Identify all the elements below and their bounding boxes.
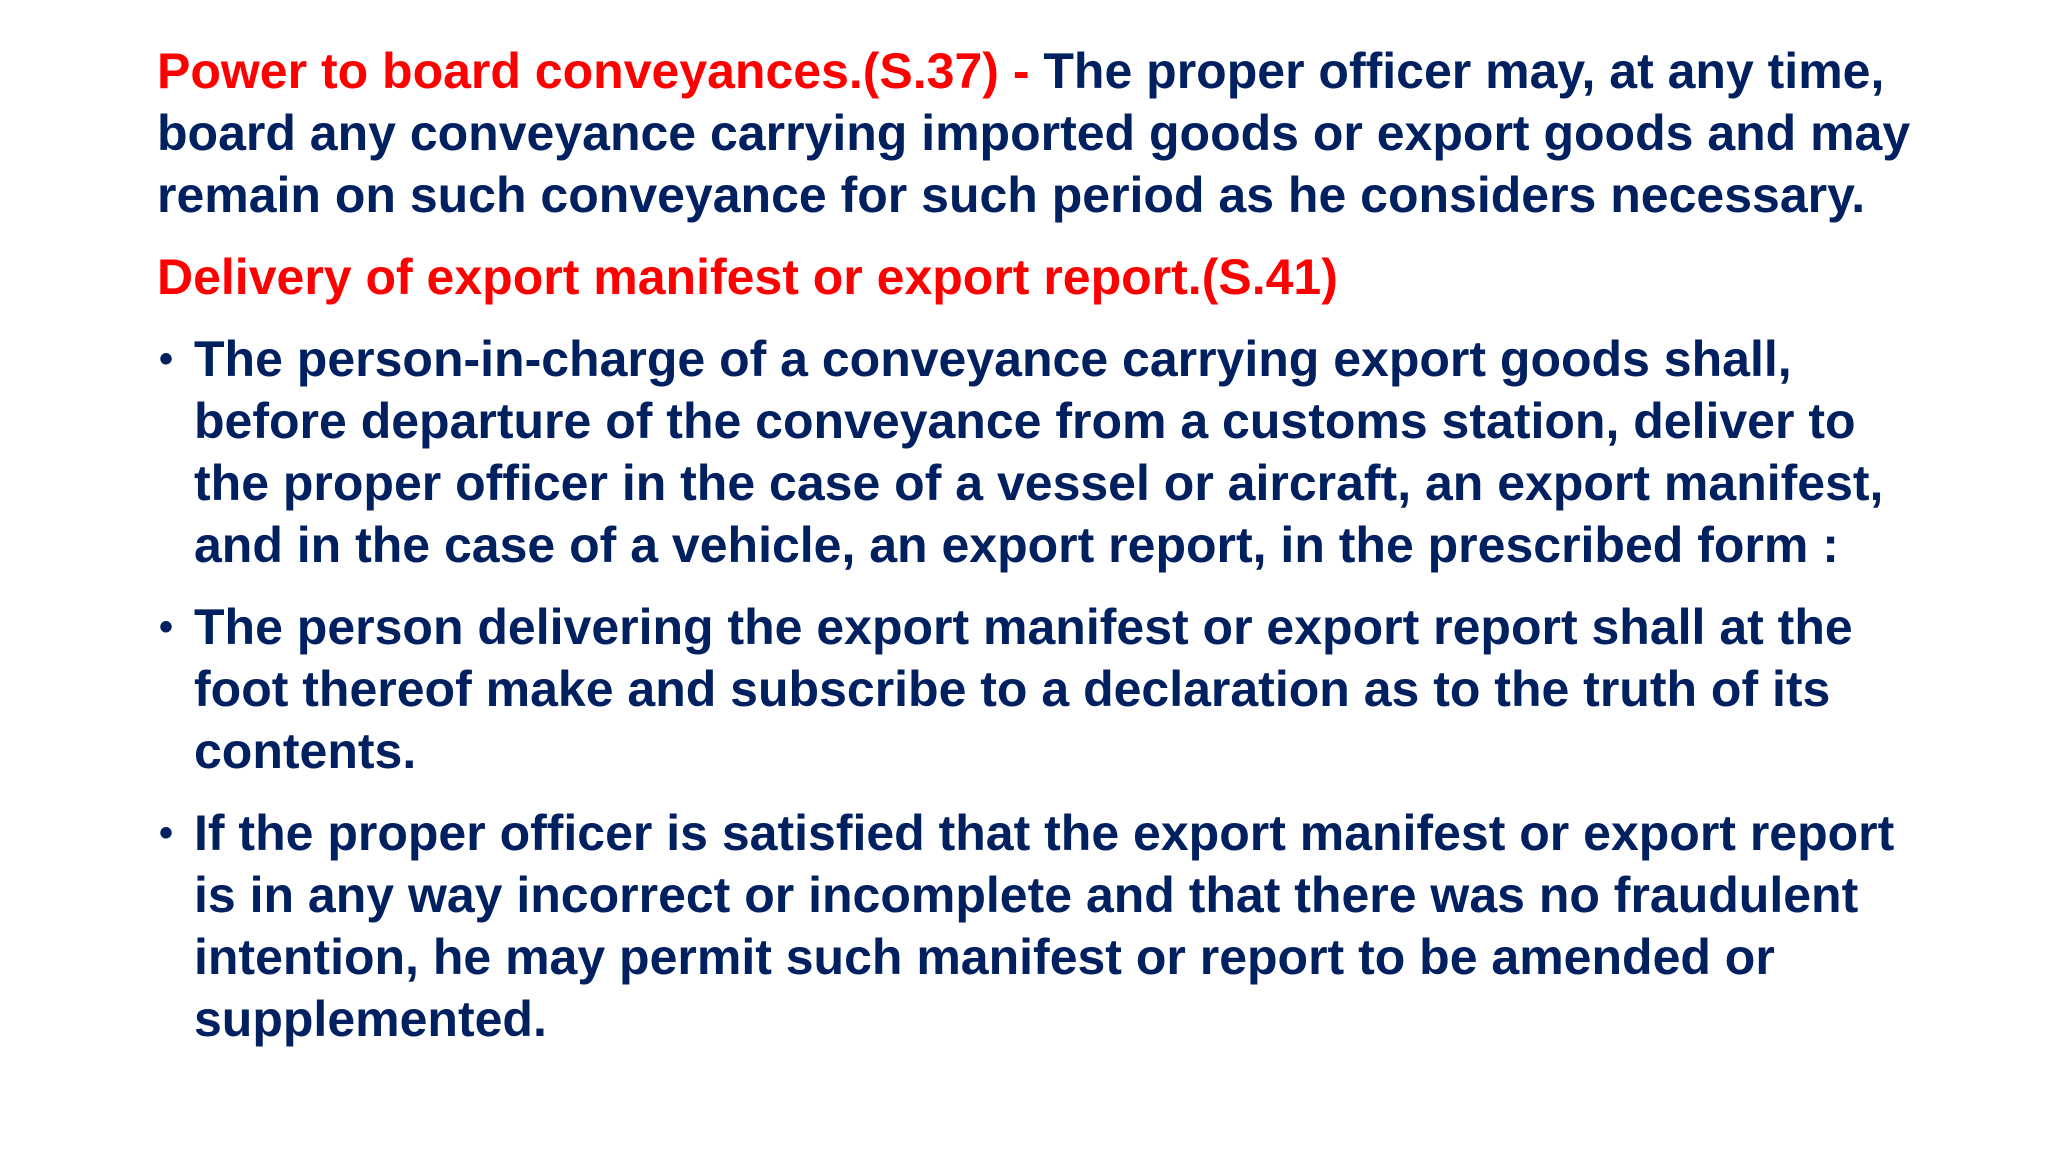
bullet-icon: •: [159, 811, 174, 855]
section-heading-power-to-board: Power to board conveyances.(S.37) -: [157, 43, 1030, 99]
list-item-text: The person delivering the export manifest or export report shall at the foot thereof make and subscribe to a declaration as to the truth of its contents.: [194, 599, 1853, 779]
list-item: [157, 596, 1917, 782]
list-item-text: The person-in-charge of a conveyance carrying export goods shall, before departure of the conveyance from a customs station, deliver to the proper officer in the case of a vessel or aircraft, an export manifest, and in the case of a vehicle, an export report, in the prescribed form :: [194, 331, 1884, 573]
list-item: [157, 328, 1917, 576]
list-item: [157, 802, 1917, 1050]
section-text-power-to-board: The proper officer may, at any time, board any conveyance carrying imported goods or export goods and may remain on such conveyance for such period as he considers necessary.: [157, 43, 1911, 223]
bullet-list: [157, 328, 1917, 1050]
section-power-to-board: [157, 40, 1917, 226]
section-heading-export-manifest: Delivery of export manifest or export report.(S.41): [157, 249, 1338, 305]
bullet-icon: •: [159, 605, 174, 649]
list-item-text: If the proper officer is satisfied that the export manifest or export report is in any way incorrect or incomplete and that there was no fraudulent intention, he may permit such manifest or report to be amended or supplemented.: [194, 805, 1895, 1047]
bullet-icon: •: [159, 337, 174, 381]
slide-content: [157, 40, 1917, 1070]
